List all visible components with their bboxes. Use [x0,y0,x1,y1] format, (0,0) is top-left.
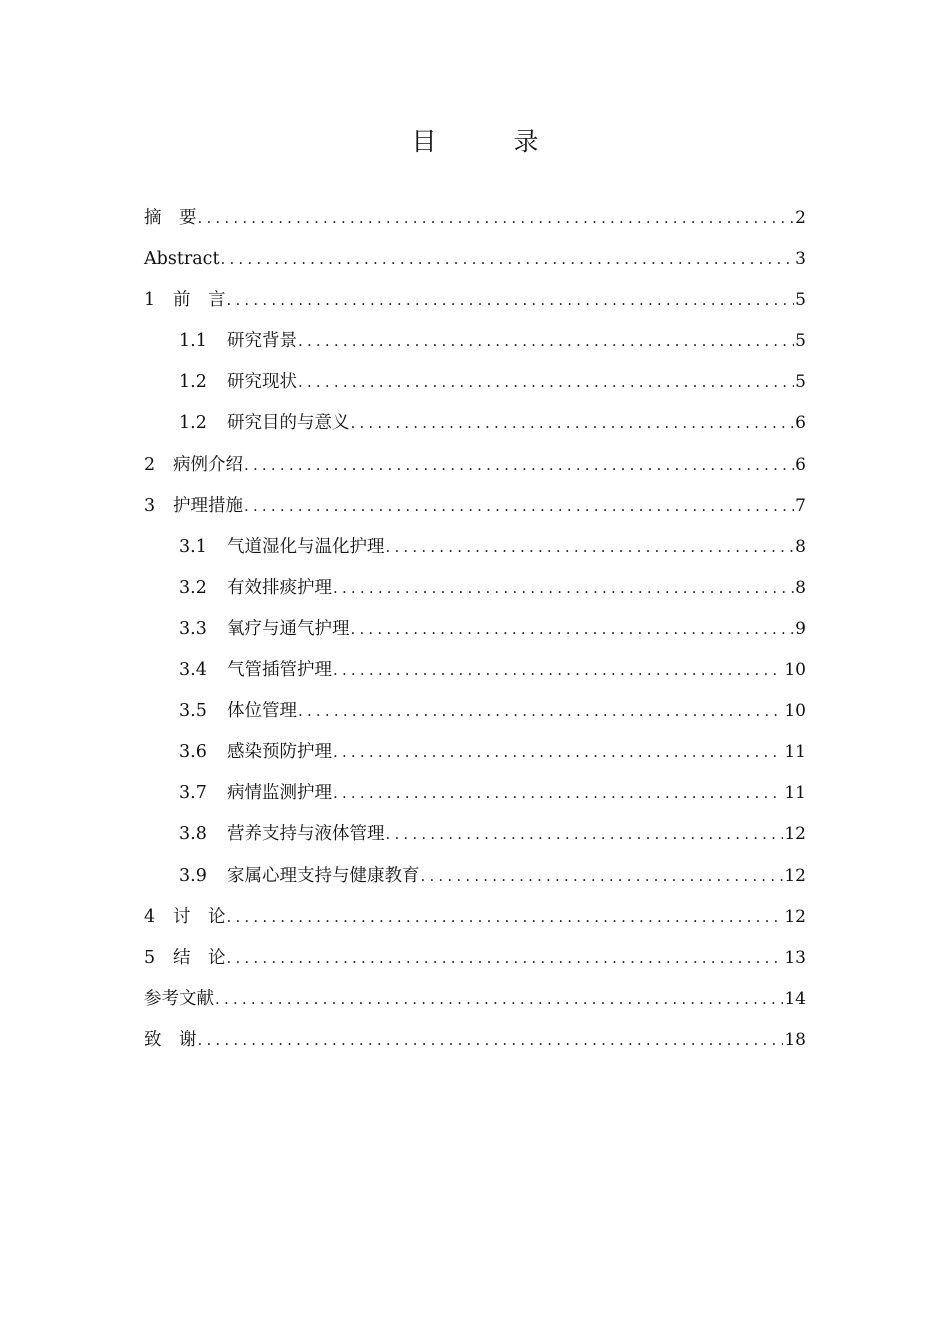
toc-entry-title: 氧疗与通气护理 [227,618,350,639]
toc-entry-page-number: 13 [784,947,806,968]
toc-entry-page-number: 14 [784,988,806,1009]
toc-entry[interactable] [144,527,806,568]
toc-entry[interactable] [144,691,806,732]
toc-dot-leader [198,198,795,239]
toc-entry-page-number: 8 [795,536,806,557]
toc-entry-number: 3.6 [179,742,207,763]
toc-entry-title: 前 言 [173,290,226,311]
toc-entry[interactable] [144,445,806,486]
toc-entry[interactable] [144,239,806,280]
toc-entry[interactable] [144,362,806,403]
toc-entry-title: 讨 论 [173,906,226,927]
toc-dot-leader [244,445,794,486]
toc-dot-leader [227,280,795,321]
toc-entry[interactable] [144,938,806,979]
toc-entry[interactable] [144,321,806,362]
toc-dot-leader [298,691,783,732]
toc-dot-leader [333,568,794,609]
toc-entry[interactable] [144,773,806,814]
toc-dot-leader [351,403,795,444]
toc-entry-page-number: 9 [795,618,806,639]
toc-entry-number: 3.9 [179,865,207,886]
toc-entry-page-number: 12 [784,865,806,886]
toc-entry-title: 研究目的与意义 [227,413,350,434]
toc-entry-page-number: 5 [795,331,806,352]
toc-entry-title: 气管插管护理 [227,660,332,681]
toc-entry-title: 病例介绍 [173,454,243,475]
toc-entry-title: 感染预防护理 [227,742,332,763]
toc-dot-leader [198,1020,784,1061]
toc-entry-page-number: 6 [795,413,806,434]
toc-entry-title: 参考文献 [144,988,214,1009]
toc-entry[interactable] [144,280,806,321]
toc-entry[interactable] [144,732,806,773]
toc-entry-title: 有效排痰护理 [227,577,332,598]
toc-entry-page-number: 7 [795,495,806,516]
toc-entry-number: 1.2 [179,372,207,393]
toc-entry-title: 气道湿化与温化护理 [227,536,385,557]
toc-entry-title: 家属心理支持与健康教育 [227,865,420,886]
toc-dot-leader [333,732,783,773]
toc-entry-title: 研究现状 [227,372,297,393]
toc-entry-page-number: 3 [795,249,806,270]
toc-entry-page-number: 12 [784,906,806,927]
toc-entry-number: 1.1 [179,331,207,352]
toc-dot-leader [298,362,794,403]
toc-entry-number: 3.5 [179,701,207,722]
toc-entry-number: 3 [144,495,156,516]
toc-entry-number: 3.1 [179,536,207,557]
toc-entry-title: 营养支持与液体管理 [227,824,385,845]
toc-entry-number: 3.4 [179,660,207,681]
toc-entry[interactable] [144,568,806,609]
toc-dot-leader [351,609,795,650]
toc-entry-number: 4 [144,906,156,927]
toc-dot-leader [386,814,784,855]
toc-entry-number: 3.7 [179,783,207,804]
toc-entry-page-number: 11 [784,742,806,763]
toc-dot-leader [333,650,783,691]
toc-entry-page-number: 11 [784,783,806,804]
toc-dot-leader [215,979,783,1020]
toc-entry-title: Abstract [144,249,220,270]
toc-entry[interactable] [144,814,806,855]
toc-entry-number: 3.2 [179,577,207,598]
toc-entry-page-number: 5 [795,372,806,393]
toc-entry-title: 护理措施 [173,495,243,516]
toc-entry-number: 5 [144,947,156,968]
toc-entry-title: 研究背景 [227,331,297,352]
table-of-contents [144,198,806,1061]
toc-entry[interactable] [144,897,806,938]
toc-entry-number: 3.3 [179,618,207,639]
toc-entry[interactable] [144,856,806,897]
toc-entry-title: 摘 要 [144,208,197,228]
toc-entry-page-number: 5 [795,290,806,311]
toc-entry-page-number: 10 [784,660,806,681]
toc-entry[interactable] [144,486,806,527]
toc-entry-number: 2 [144,454,156,475]
toc-dot-leader [386,527,795,568]
toc-dot-leader [221,239,795,280]
toc-entry-number: 1.2 [179,413,207,434]
toc-entry[interactable] [144,1020,806,1061]
toc-entry[interactable] [144,198,806,239]
toc-entry[interactable] [144,403,806,444]
toc-entry-page-number: 8 [795,577,806,598]
toc-dot-leader [421,856,784,897]
toc-entry[interactable] [144,609,806,650]
toc-dot-leader [298,321,794,362]
toc-dot-leader [227,897,784,938]
toc-entry-number: 3.8 [179,824,207,845]
toc-entry[interactable] [144,650,806,691]
toc-entry-page-number: 10 [784,701,806,722]
toc-entry[interactable] [144,979,806,1020]
toc-dot-leader [244,486,794,527]
toc-title: 目 录 [411,127,565,156]
toc-entry-title: 病情监测护理 [227,783,332,804]
toc-entry-page-number: 18 [784,1029,806,1050]
toc-entry-page-number: 2 [795,208,806,228]
toc-dot-leader [227,938,784,979]
toc-dot-leader [333,773,783,814]
toc-entry-title: 结 论 [173,947,226,968]
toc-entry-title: 体位管理 [227,701,297,722]
toc-entry-title: 致 谢 [144,1029,197,1050]
toc-entry-page-number: 6 [795,454,806,475]
toc-entry-number: 1 [144,290,156,311]
toc-entry-page-number: 12 [784,824,806,845]
